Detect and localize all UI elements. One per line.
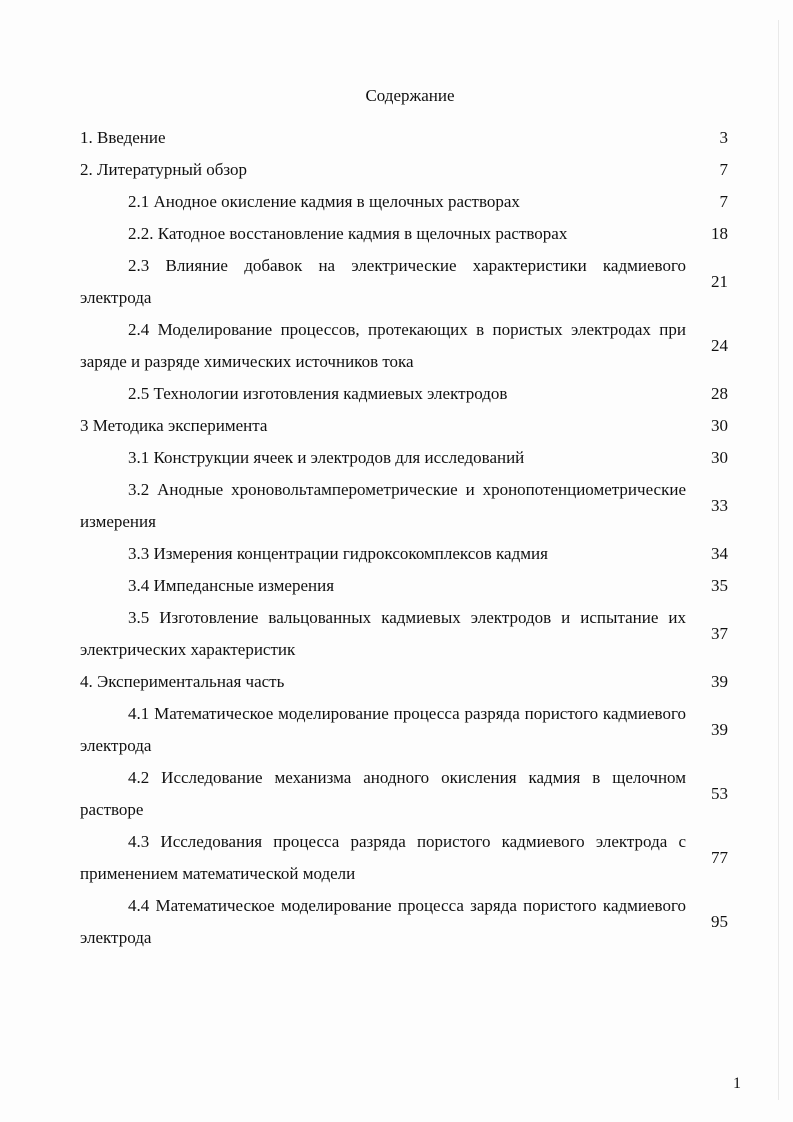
toc-entry [80, 378, 728, 410]
toc-entry-page: 39 [711, 672, 728, 691]
toc-entry [80, 538, 728, 570]
toc-entry-text: 3.1 Конструкции ячеек и электродов для исследований [128, 448, 525, 467]
toc-entry [80, 570, 728, 602]
toc-entry-text: 2. Литературный обзор [80, 160, 248, 179]
toc-entry-text: 2.1 Анодное окисление кадмия в щелочных растворах [128, 192, 520, 211]
toc-entry-page: 33 [711, 496, 728, 515]
toc-entry-text: 4.2 Исследование механизма анодного окисления кадмия в щелочном растворе [80, 768, 686, 819]
toc-entry-text: 3.3 Измерения концентрации гидроксокомплексов кадмия [128, 544, 548, 563]
toc-entry [80, 122, 728, 154]
toc-entry [80, 474, 728, 538]
toc-entry-text: 4. Экспериментальная часть [80, 672, 285, 691]
toc-entry [80, 890, 728, 954]
toc-entry-text: 2.3 Влияние добавок на электрические характеристики кадмиевого электрода [80, 256, 686, 307]
toc-entry-text: 4.3 Исследования процесса разряда пористого кадмиевого электрода с применением математической модели [80, 832, 686, 883]
toc-entry-text: 4.1 Математическое моделирование процесса разряда пористого кадмиевого электрода [80, 704, 686, 755]
toc-entry-page: 7 [719, 160, 728, 179]
toc-entry-text: 4.4 Математическое моделирование процесса заряда пористого кадмиевого электрода [80, 896, 686, 947]
toc-entry-text: 3.2 Анодные хроновольтамперометрические и хронопотенциометрические измерения [80, 480, 686, 531]
toc-entry [80, 314, 728, 378]
toc-entry-text: 2.2. Катодное восстановление кадмия в щелочных растворах [128, 224, 568, 243]
toc-entry-page: 39 [711, 720, 728, 739]
toc-entry-page: 77 [711, 848, 728, 867]
toc-entry-text: 1. Введение [80, 128, 166, 147]
toc-entry [80, 186, 728, 218]
toc-entry-page: 28 [711, 384, 728, 403]
toc-entry [80, 666, 728, 698]
toc-entry [80, 602, 728, 666]
toc-entry-page: 37 [711, 624, 728, 643]
toc-entry-text: 3.4 Импедансные измерения [128, 576, 335, 595]
toc-entry [80, 218, 728, 250]
toc-entry-page: 34 [711, 544, 728, 563]
toc-entry-page: 35 [711, 576, 728, 595]
toc-entry [80, 698, 728, 762]
toc-entry-page: 18 [711, 224, 728, 243]
toc-entry-text: 2.5 Технологии изготовления кадмиевых электродов [128, 384, 508, 403]
page-title: Содержание [365, 86, 455, 105]
toc-entry [80, 154, 728, 186]
toc-entry-page: 53 [711, 784, 728, 803]
toc-entry [80, 442, 728, 474]
toc-entry-page: 24 [711, 336, 728, 355]
toc-entry-page: 21 [711, 272, 728, 291]
page-number: 1 [733, 1075, 741, 1092]
toc-entry-text: 3 Методика эксперимента [80, 416, 268, 435]
scan-edge-line [778, 20, 779, 1100]
toc-entry-page: 30 [711, 416, 728, 435]
toc-entry-page: 95 [711, 912, 728, 931]
toc-entry-page: 3 [719, 128, 728, 147]
toc-entry-page: 7 [719, 192, 728, 211]
toc-entry [80, 250, 728, 314]
toc-entry [80, 762, 728, 826]
toc-entry [80, 826, 728, 890]
toc-entry-text: 3.5 Изготовление вальцованных кадмиевых электродов и испытание их электрических характеристик [80, 608, 686, 659]
toc-entry-page: 30 [711, 448, 728, 467]
toc-entry [80, 410, 728, 442]
toc-entry-text: 2.4 Моделирование процессов, протекающих в пористых электродах при заряде и разряде химических источников тока [80, 320, 686, 371]
